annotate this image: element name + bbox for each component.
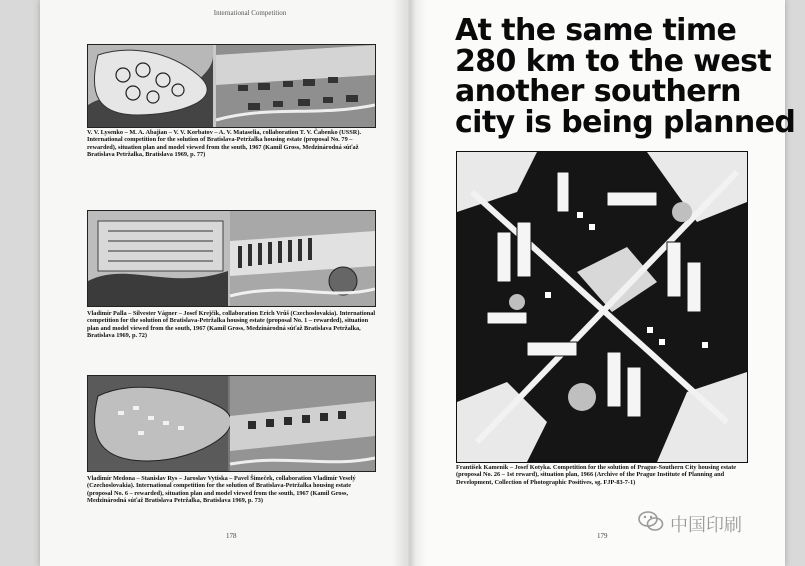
left-page-number: 178 [226, 532, 237, 540]
competition-photo-3 [87, 375, 376, 472]
headline-line-2: 280 km to the west [455, 43, 772, 79]
running-head: International Competition [213, 9, 287, 17]
photo-2-caption: Vladimír Palla – Silvester Vágner – Josef Krejčík, collaboration Erich Vrůš (Czechoslovakia). International competition for the solution of Bratislava-Petržalka housing estate (proposal No. 1 – rewarded), situation plan and model viewed from the south, 1967 (Kamil Gross, Medzinárodná súťaž Bratislava Petržalka, Bratislava 1969, p. 72) [87, 310, 376, 340]
watermark [638, 510, 742, 537]
book-gutter [392, 0, 426, 566]
competition-photo-1 [87, 44, 376, 128]
southern-city-plan-image [456, 151, 748, 463]
page-headline [455, 13, 796, 140]
right-page-number: 179 [597, 532, 608, 540]
headline-line-3: another southern [455, 74, 741, 109]
plan-caption: František Kamenik – Josef Kotyka. Competition for the solution of Prague-Southern City housing estate (proposal No. 26 – 1st reward), situation plan, 1966 (Archive of the Prague Institute of Planning and Development, Collection of Photographic Positives, sg. FJP-83-7-1) [456, 464, 737, 486]
headline-line-4: city is being planned [455, 104, 796, 140]
photo-1-caption: V. V. Lysenko – M. A. Abajian – V. V. Korbatov – A. V. Mataselia, collaboration T. V. Čabenko (USSR). International competition for the solution of Bratislava-Petržalka housing estate (proposal No. 79 – rewarded), situation plan and model viewed from the south, 1967 (Kamil Gross, Medzinárodná súťaž Bratislava Petržalka, Bratislava 1969, p. 77) [87, 129, 362, 159]
competition-photo-2 [87, 210, 376, 307]
headline-line-1: At the same time [455, 13, 737, 48]
watermark-text: 中国印刷 [670, 514, 742, 536]
wechat-icon [638, 510, 664, 537]
photo-3-caption: Vladimír Medona – Stanislav Rys – Jaroslav Vytiska – Pavel Šimeček, collaboration Vladimír Veselý (Czechoslovakia). International competition for the solution of Bratislava-Petržalka housing estate (proposal No. 6 – rewarded), situation plan and model viewed from the south, 1967 (Kamil Gross, Medzinárodná súťaž Bratislava Petržalka, Bratislava 1969, p. 73) [87, 475, 356, 505]
